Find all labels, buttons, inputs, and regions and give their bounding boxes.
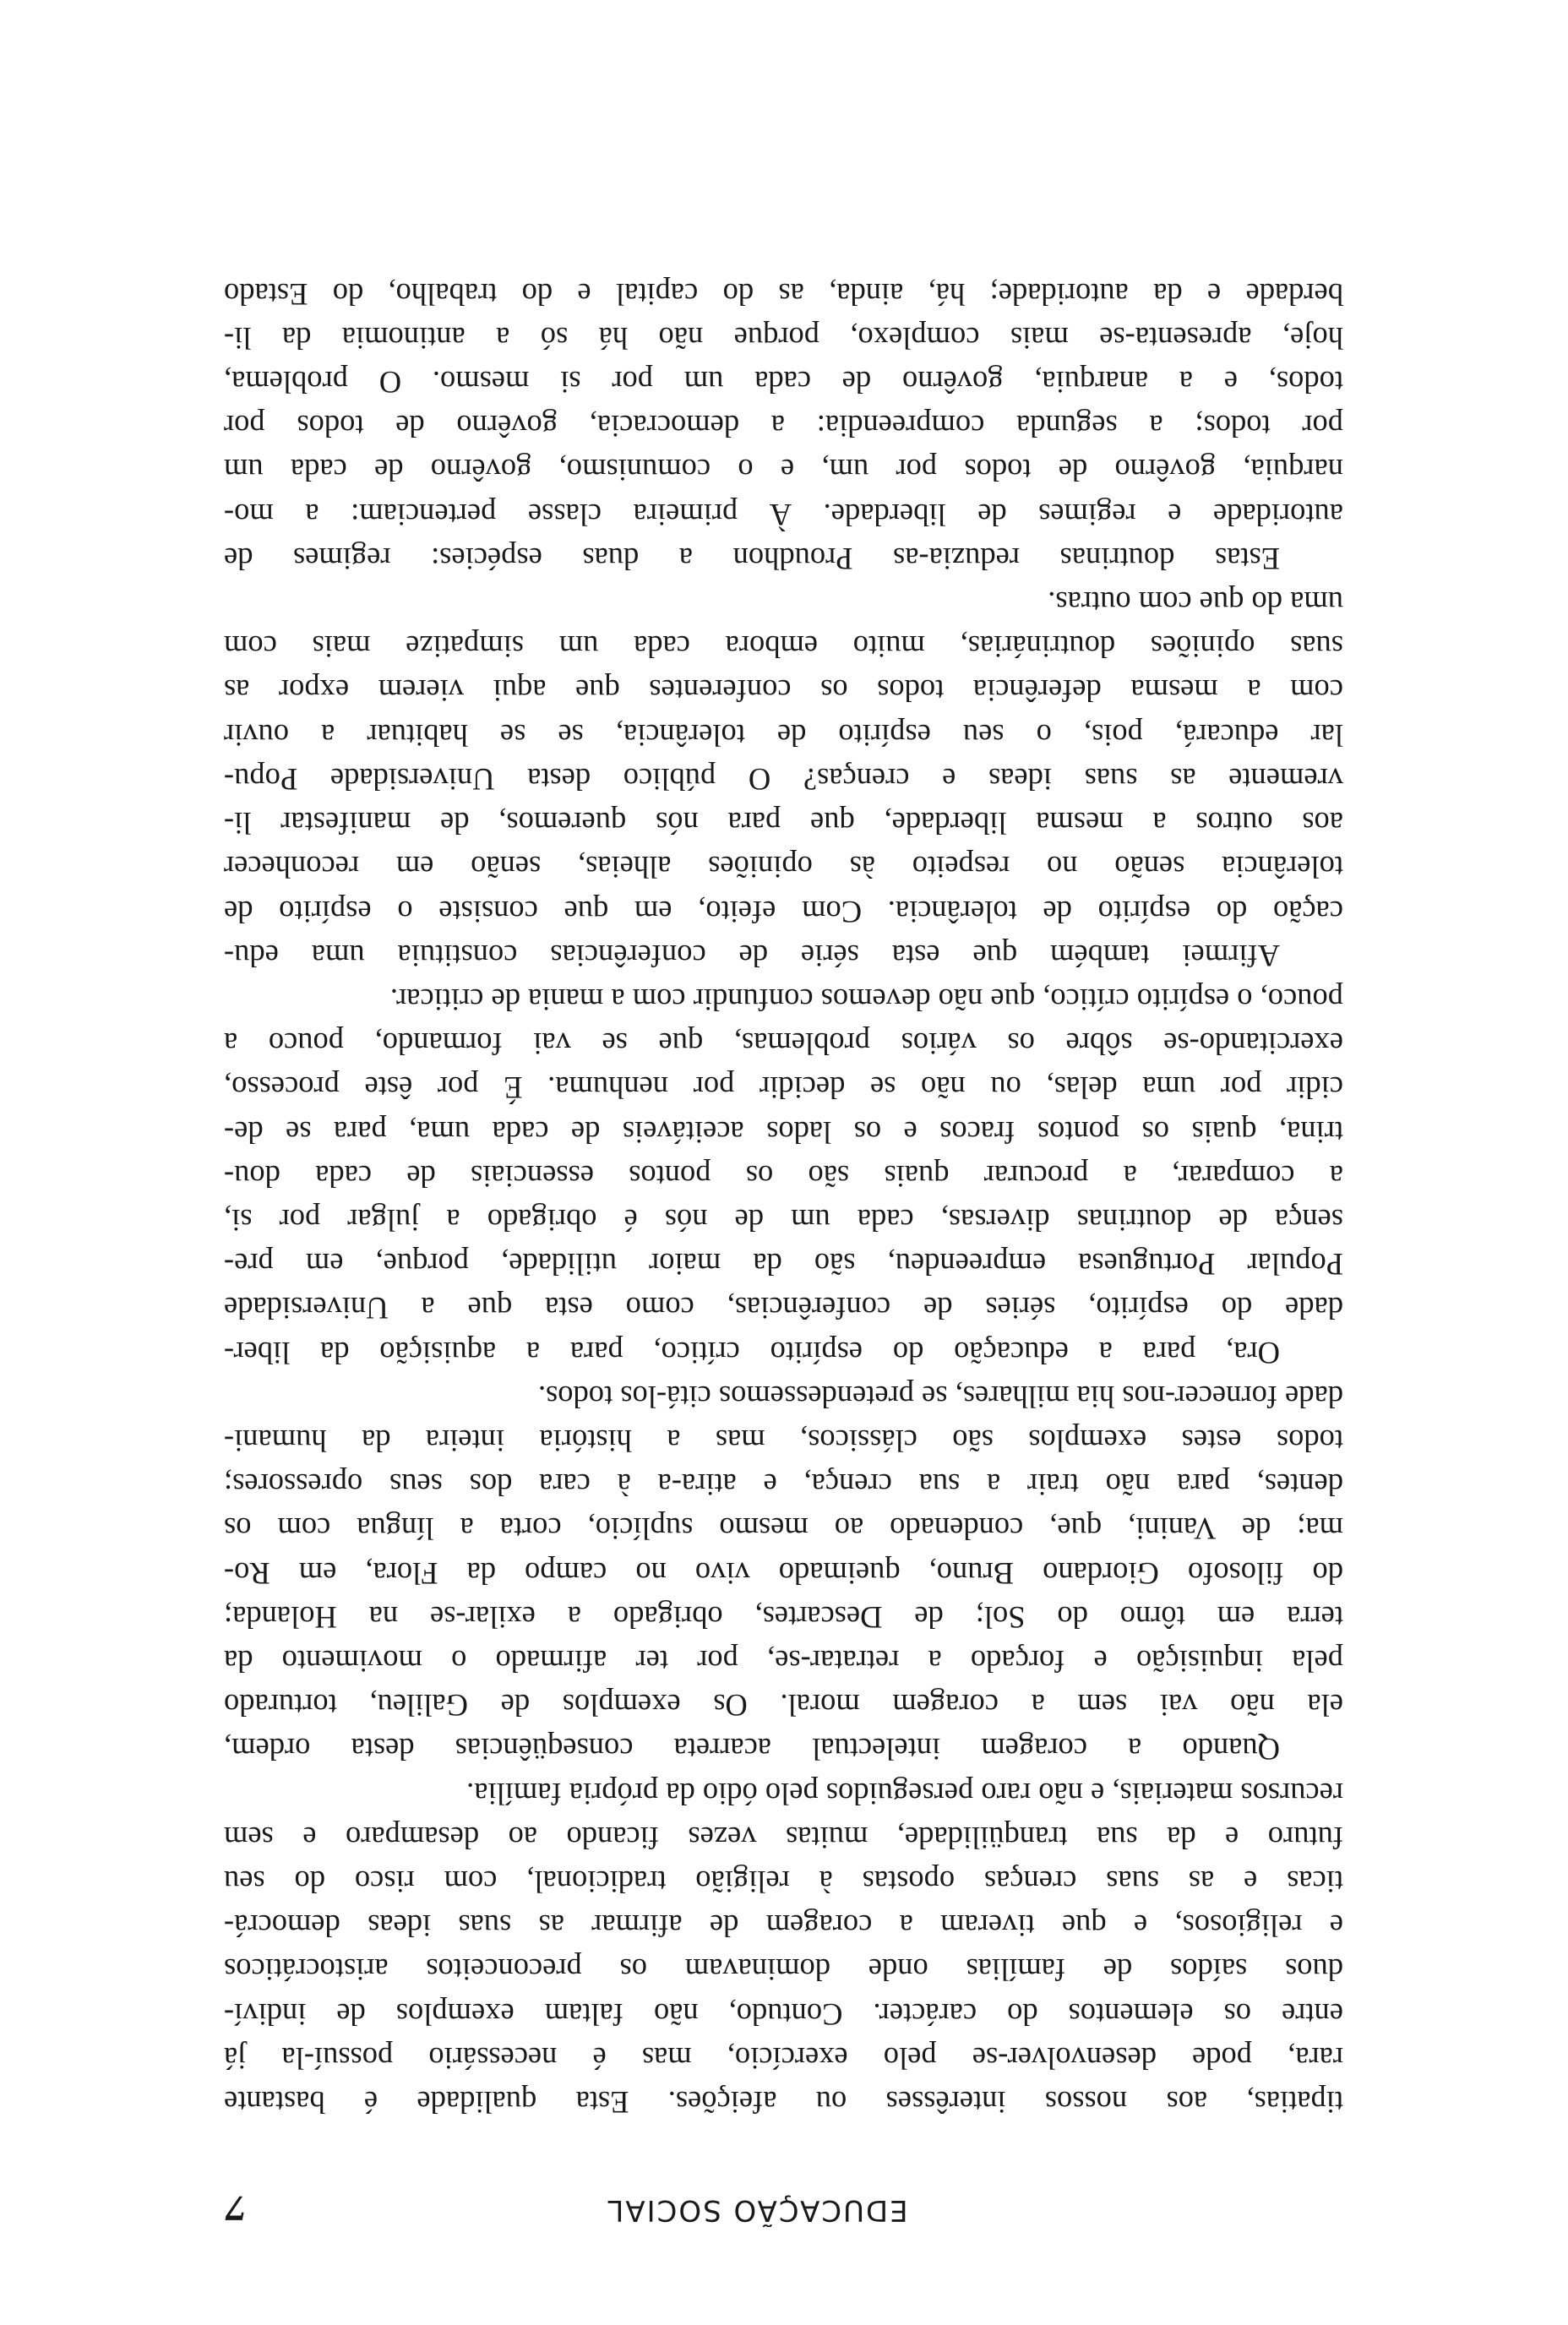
page-header [225, 2185, 1289, 2227]
text-line: dade do espírito, séries de conferências, como esta que a Universidade [224, 1291, 1343, 1326]
running-title: EDUCAÇÃO SOCIAL [606, 2193, 908, 2227]
text-line: terra em tôrno do Sol; de Descartes, obrigado a exilar-se na Holanda; [224, 1599, 1343, 1635]
text-line: Afirmei também que esta série de conferências constituia uma edu- [224, 938, 1280, 973]
text-line: autoridade e regimes de liberdade. À primeira classe pertenciam: a mo- [224, 497, 1343, 532]
text-line: exercitando-se sôbre os vários problemas, que se vai formando, pouco a [224, 1026, 1343, 1062]
text-line: ela não vai sem a coragem moral. Os exemplos de Galileu, torturado [224, 1688, 1343, 1723]
text-line: suas opiniões doutrinárias, muito embora cada um simpatize mais com [224, 629, 1343, 665]
text-line: tolerância senão no respeito às opiniões alheias, senão em reconhecer [224, 850, 1343, 885]
text-line: hoje, apresenta-se mais complexo, porque não há só a antinomia da li- [224, 320, 1343, 356]
paragraph [224, 1771, 1343, 2124]
text-line: cação do espírito de tolerância. Com efeito, em que consiste o espírito de [224, 894, 1343, 929]
paragraph [224, 977, 1343, 1375]
text-line: com a mesma deferência todos os conferentes que aqui vierem expor as [224, 673, 1343, 709]
text-line: duos saídos de famílias onde dominavam os preconceitos aristocráticos [224, 1952, 1343, 1988]
text-line: rara, pode desenvolver-se pelo exercício, mas é necessário possuí-la já [224, 2040, 1343, 2076]
body-text [224, 271, 1343, 2124]
text-line: pouco, o espírito crítico, que não devemos confundir com a mania de criticar. [389, 982, 1343, 1017]
text-line: ma; de Vanini, que, condenado ao mesmo suplício, corta a língua com os [224, 1511, 1343, 1547]
page-number: 7 [225, 2189, 248, 2227]
text-line: dentes, para não trair a sua crença, e atira-a à cara dos seus opressores; [224, 1467, 1343, 1503]
paragraph [224, 1375, 1343, 1772]
text-line: todos estes exemplos são clássicos, mas a história inteira da humani- [224, 1423, 1343, 1458]
text-line: todos, e a anarquia, govêrno de cada um por si mesmo. O problema, [224, 365, 1343, 400]
text-line: lar educará, pois, o seu espírito de tolerância, se se habituar a ouvir [224, 717, 1343, 753]
text-line: tipatias, aos nossos interêsses ou afeições. Esta qualidade é bastante [224, 2085, 1343, 2120]
text-line: ticas e as suas crenças opostas à religião tradicional, com risco do seu [224, 1864, 1343, 1899]
text-line: e religiosos, e que tiveram a coragem de afirmar as suas ideas democrá- [224, 1908, 1343, 1944]
text-line: Quando a coragem intelectual acarreta conseqüências desta ordem, [224, 1732, 1280, 1767]
paragraph [224, 271, 1343, 580]
text-line: uma do que com outras. [1048, 585, 1343, 621]
text-line: Ora, para a educação do espírito crítico, para a aquisição da liber- [224, 1335, 1280, 1370]
text-line: Estas doutrinas reduzia-as Proudhon a duas espécies: regimes de [224, 541, 1280, 576]
text-line: futuro e da sua tranqüilidade, muitas vezes ficando ao desamparo e sem [224, 1820, 1343, 1855]
text-line: pela inquisição e forçado a retratar-se, por ter afirmado o movimento da [224, 1643, 1343, 1679]
text-line: Popular Portuguesa empreendeu, são da maior utilidade, porque, em pre- [224, 1247, 1343, 1282]
text-line: aos outros a mesma liberdade, que para nós queremos, de manifestar li- [224, 806, 1343, 841]
text-line: dade fornecer-nos hia milhares, se pretendessemos citá-los todos. [537, 1379, 1343, 1414]
text-line: vremente as suas ideas e crenças? O público desta Universidade Popu- [224, 761, 1343, 797]
text-line: do filosofo Giordano Bruno, queimado vivo no campo da Flora, em Ro- [224, 1555, 1343, 1591]
paragraph [224, 580, 1343, 977]
text-line: recursos materiais, e não raro perseguidos pelo ódio da própria família. [466, 1776, 1343, 1811]
text-line: cidir por uma delas, ou não se decidir por nenhuma. É por êste processo, [224, 1070, 1343, 1106]
text-line: narquia, govêrno de todos por um, e o comunismo, govêrno de cada um [224, 453, 1343, 488]
text-line: por todos; a segunda compreendia: a democracia, govêrno de todos por [224, 409, 1343, 444]
text-line: trina, quais os pontos fracos e os lados aceitáveis de cada uma, para se de- [224, 1114, 1343, 1150]
text-line: berdade e da autoridade; há, ainda, as do capital e do trabalho, do Estado [224, 276, 1343, 312]
text-line: a comparar, a procurar quais são os pontos essenciais de cada dou- [224, 1158, 1343, 1194]
text-line: entre os elementos do carácter. Contudo, não faltam exemplos de indiví- [224, 1996, 1343, 2032]
text-line: sença de doutrinas diversas, cada um de nós é obrigado a julgar por si, [224, 1202, 1343, 1238]
